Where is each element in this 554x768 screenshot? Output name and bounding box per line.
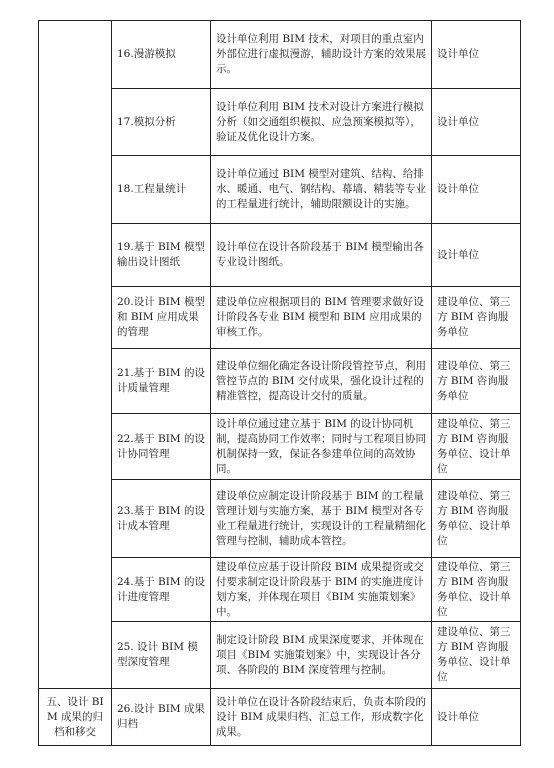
table-row [39,89,521,156]
table-row [39,156,521,224]
item-responsible: 设计单位 [432,224,521,287]
item-content: 设计单位通过 BIM 模型对建筑、结构、给排水、暖通、电气、钢结构、幕墙、精装等专业的工程量进行统计，辅助限额设计的实施。 [211,156,432,224]
item-content: 建设单位应基于设计阶段 BIM 成果提资或交付要求制定设计阶段基于 BIM 的实施进度计划方案，并体现在项目《BIM 实施策划案》中。 [211,558,432,622]
table-row [39,689,521,746]
item-content: 建设单位应制定设计阶段基于 BIM 的工程量管理计划与实施方案，基于 BIM 模型对各专业工程量进行统计，实现设计的工程量精细化管理与控制，辅助成本管控。 [211,480,432,558]
item-name: 20.设计 BIM 模型和 BIM 应用成果的管理 [112,287,211,349]
stage-cell-empty [39,21,112,689]
table-row [39,558,521,622]
table-row [39,21,521,89]
item-responsible: 建设单位、第三方 BIM 咨询服务单位、设计单位 [432,558,521,622]
item-name: 21.基于 BIM 的设计质量管理 [112,349,211,414]
item-responsible: 设计单位 [432,21,521,89]
table-row [39,414,521,480]
item-name: 22.基于 BIM 的设计协同管理 [112,414,211,480]
item-responsible: 设计单位 [432,89,521,156]
item-name: 25. 设计 BIM 模型深度管理 [112,622,211,689]
item-name: 24.基于 BIM 的设计进度管理 [112,558,211,622]
item-responsible: 建设单位、第三方 BIM 咨询服务单位、设计单位 [432,414,521,480]
item-content: 制定设计阶段 BIM 成果深度要求，并体现在项目《BIM 实施策划案》中，实现设计各分项、各阶段的 BIM 深度管理与控制。 [211,622,432,689]
item-content: 建设单位细化确定各设计阶段管控节点，利用管控节点的 BIM 交付成果，强化设计过程的精准管控，提高设计交付的质量。 [211,349,432,414]
item-name: 19.基于 BIM 模型输出设计图纸 [112,224,211,287]
item-responsible: 建设单位、第三方 BIM 咨询服务单位 [432,287,521,349]
item-responsible: 设计单位 [432,156,521,224]
table-row [39,480,521,558]
table-row [39,224,521,287]
item-responsible: 建设单位、第三方 BIM 咨询服务单位、设计单位 [432,622,521,689]
item-responsible: 建设单位、第三方 BIM 咨询服务单位 [432,349,521,414]
item-content: 设计单位利用 BIM 技术，对项目的重点室内外部位进行虚拟漫游，辅助设计方案的效果展示。 [211,21,432,89]
table-row [39,622,521,689]
item-name: 16.漫游模拟 [112,21,211,89]
item-responsible: 设计单位 [432,689,521,746]
item-content: 设计单位在设计各阶段基于 BIM 模型输出各专业设计图纸。 [211,224,432,287]
item-name: 17.模拟分析 [112,89,211,156]
item-responsible: 建设单位、第三方 BIM 咨询服务单位、设计单位 [432,480,521,558]
item-content: 设计单位通过建立基于 BIM 的设计协同机制，提高协同工作效率；同时与工程项目协同机制保持一致，保证各参建单位间的高效协同。 [211,414,432,480]
item-content: 设计单位在设计各阶段结束后，负责本阶段的设计 BIM 成果归档、汇总工作，形成数字化成果。 [211,689,432,746]
item-name: 23.基于 BIM 的设计成本管理 [112,480,211,558]
item-content: 设计单位利用 BIM 技术对设计方案进行模拟分析（如交通组织模拟、应急预案模拟等），验证及优化设计方案。 [211,89,432,156]
item-name: 18.工程量统计 [112,156,211,224]
item-name: 26.设计 BIM 成果归档 [112,689,211,746]
item-content: 建设单位应根据项目的 BIM 管理要求做好设计阶段各专业 BIM 模型和 BIM 应用成果的审核工作。 [211,287,432,349]
stage-label: 五、设计 BIM 成果的归档和移交 [39,689,112,746]
table-row [39,349,521,414]
bim-task-table [38,20,521,746]
table-row [39,287,521,349]
